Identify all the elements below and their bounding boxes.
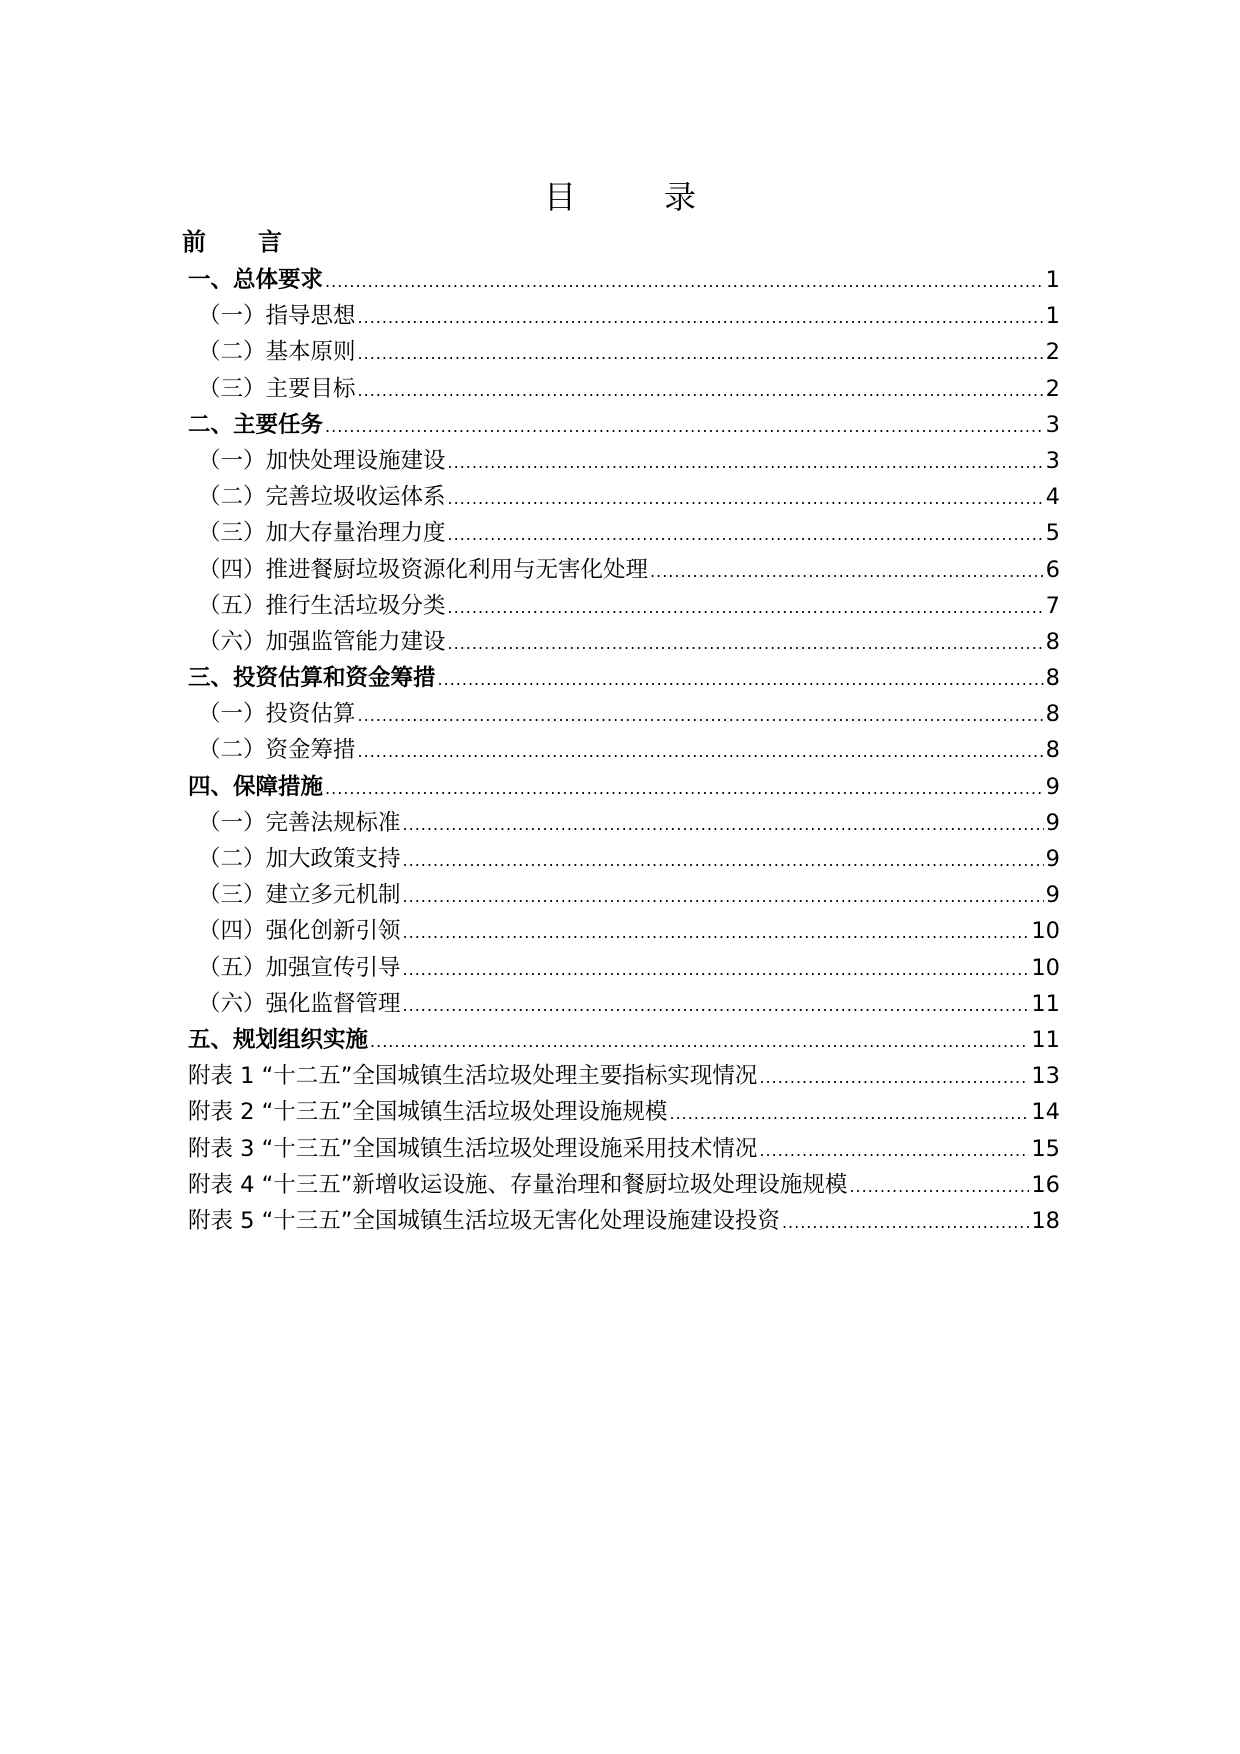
toc-dot-leader — [759, 1141, 1029, 1160]
toc-dot-leader — [448, 525, 1044, 544]
toc-page-number: 11 — [1031, 1026, 1060, 1053]
toc-entry-label: （四）推进餐厨垃圾资源化利用与无害化处理 — [198, 556, 649, 583]
toc-page-number: 18 — [1031, 1207, 1060, 1234]
toc-section-entry[interactable] — [188, 334, 1060, 370]
toc-page-number: 9 — [1045, 882, 1060, 909]
toc-appendix-entry[interactable] — [188, 1094, 1060, 1130]
toc-page-number: 15 — [1031, 1135, 1060, 1162]
toc-page-number: 6 — [1045, 556, 1060, 583]
toc-entry-label: （三）主要目标 — [198, 375, 356, 402]
toc-dot-leader — [403, 923, 1030, 942]
toc-section-entry[interactable] — [188, 371, 1060, 407]
toc-page-number: 13 — [1031, 1063, 1060, 1090]
toc-dot-leader — [358, 742, 1044, 761]
toc-dot-leader — [403, 887, 1044, 906]
toc-page-number: 2 — [1045, 339, 1060, 366]
toc-entry-label: 五、规划组织实施 — [188, 1026, 369, 1053]
toc-dot-leader — [358, 308, 1044, 327]
toc-dot-leader — [403, 960, 1030, 979]
toc-appendix-entry[interactable] — [188, 1058, 1060, 1094]
toc-section-entry[interactable] — [188, 479, 1060, 515]
toc-entry-label: 三、投资估算和资金筹措 — [188, 665, 436, 692]
toc-dot-leader — [759, 1068, 1029, 1087]
toc-section-entry[interactable] — [188, 696, 1060, 732]
toc-entry-label: （一）指导思想 — [198, 303, 356, 330]
toc-section-entry[interactable] — [188, 841, 1060, 877]
toc-dot-leader — [448, 598, 1044, 617]
toc-page-number: 3 — [1045, 447, 1060, 474]
toc-section-entry[interactable] — [188, 877, 1060, 913]
toc-entry-label: （一）投资估算 — [198, 701, 356, 728]
toc-page-number: 8 — [1045, 665, 1060, 692]
toc-page-number: 8 — [1045, 737, 1060, 764]
toc-section-entry[interactable] — [188, 588, 1060, 624]
toc-page-number: 16 — [1031, 1171, 1060, 1198]
toc-page-number: 1 — [1045, 303, 1060, 330]
toc-section-entry[interactable] — [188, 732, 1060, 768]
toc-dot-leader — [448, 634, 1044, 653]
toc-entry-label: （三）建立多元机制 — [198, 882, 401, 909]
toc-entry-label: （二）基本原则 — [198, 339, 356, 366]
toc-section-entry[interactable] — [188, 443, 1060, 479]
toc-entry-label: （二）资金筹措 — [198, 737, 356, 764]
toc-preface: 前 言 — [182, 228, 296, 256]
toc-entry-label: （五）推行生活垃圾分类 — [198, 592, 446, 619]
toc-page-number: 9 — [1045, 773, 1060, 800]
toc-entry-label: （六）强化监督管理 — [198, 990, 401, 1017]
toc-page-number: 14 — [1031, 1099, 1060, 1126]
toc-entry-label: 附表 4 “十三五”新增收运设施、存量治理和餐厨垃圾处理设施规模 — [188, 1171, 848, 1198]
toc-dot-leader — [325, 417, 1044, 436]
toc-section-entry[interactable] — [188, 913, 1060, 949]
toc-dot-leader — [669, 1104, 1029, 1123]
toc-entry-label: 附表 2 “十三五”全国城镇生活垃圾处理设施规模 — [188, 1099, 668, 1126]
toc-dot-leader — [325, 779, 1044, 798]
toc-chapter-entry[interactable] — [188, 262, 1060, 298]
toc-appendix-entry[interactable] — [188, 1167, 1060, 1203]
toc-dot-leader — [358, 706, 1044, 725]
toc-chapter-entry[interactable] — [188, 769, 1060, 805]
toc-section-entry[interactable] — [188, 515, 1060, 551]
toc-entry-label: （三）加大存量治理力度 — [198, 520, 446, 547]
toc-appendix-entry[interactable] — [188, 1203, 1060, 1239]
toc-entry-label: 附表 5 “十三五”全国城镇生活垃圾无害化处理设施建设投资 — [188, 1207, 780, 1234]
toc-chapter-entry[interactable] — [188, 1022, 1060, 1058]
toc-page-number: 4 — [1045, 484, 1060, 511]
toc-section-entry[interactable] — [188, 986, 1060, 1022]
toc-dot-leader — [370, 1032, 1029, 1051]
toc-page-number: 1 — [1045, 267, 1060, 293]
toc-section-entry[interactable] — [188, 552, 1060, 588]
toc-page-number: 2 — [1045, 375, 1060, 402]
toc-entry-label: （一）完善法规标准 — [198, 809, 401, 836]
toc-page-number: 11 — [1031, 990, 1060, 1017]
toc-page-number: 9 — [1045, 846, 1060, 872]
toc-entry-label: 一、总体要求 — [188, 267, 324, 293]
toc-list — [188, 262, 1060, 1239]
toc-dot-leader — [448, 453, 1044, 472]
toc-page-number: 10 — [1031, 918, 1060, 945]
toc-dot-leader — [403, 815, 1044, 834]
toc-chapter-entry[interactable] — [188, 407, 1060, 443]
toc-page-number: 3 — [1045, 411, 1060, 438]
toc-appendix-entry[interactable] — [188, 1131, 1060, 1167]
toc-entry-label: （四）强化创新引领 — [198, 918, 401, 945]
toc-dot-leader — [403, 851, 1044, 870]
toc-dot-leader — [325, 272, 1044, 291]
toc-page-number: 5 — [1045, 520, 1060, 547]
toc-entry-label: （二）完善垃圾收运体系 — [198, 484, 446, 511]
toc-entry-label: （二）加大政策支持 — [198, 846, 401, 872]
toc-dot-leader — [358, 381, 1044, 400]
toc-title: 目 录 — [543, 178, 724, 216]
toc-section-entry[interactable] — [188, 950, 1060, 986]
toc-dot-leader — [403, 996, 1030, 1015]
toc-section-entry[interactable] — [188, 624, 1060, 660]
toc-entry-label: 四、保障措施 — [188, 773, 324, 800]
toc-entry-label: 附表 3 “十三五”全国城镇生活垃圾处理设施采用技术情况 — [188, 1135, 758, 1162]
toc-entry-label: （一）加快处理设施建设 — [198, 447, 446, 474]
toc-dot-leader — [849, 1177, 1029, 1196]
toc-dot-leader — [438, 670, 1044, 689]
toc-dot-leader — [358, 344, 1044, 363]
toc-section-entry[interactable] — [188, 298, 1060, 334]
toc-page-number: 8 — [1045, 628, 1060, 655]
toc-page-number: 8 — [1045, 701, 1060, 728]
toc-dot-leader — [782, 1213, 1029, 1232]
toc-entry-label: 附表 1 “十二五”全国城镇生活垃圾处理主要指标实现情况 — [188, 1063, 758, 1090]
toc-section-entry[interactable] — [188, 805, 1060, 841]
toc-chapter-entry[interactable] — [188, 660, 1060, 696]
toc-dot-leader — [650, 562, 1044, 581]
toc-page-number: 7 — [1045, 592, 1060, 619]
toc-dot-leader — [448, 489, 1044, 508]
toc-page-number: 9 — [1045, 809, 1060, 836]
toc-entry-label: （六）加强监管能力建设 — [198, 628, 446, 655]
toc-entry-label: （五）加强宣传引导 — [198, 954, 401, 981]
toc-entry-label: 二、主要任务 — [188, 411, 324, 438]
toc-page-number: 10 — [1031, 954, 1060, 981]
